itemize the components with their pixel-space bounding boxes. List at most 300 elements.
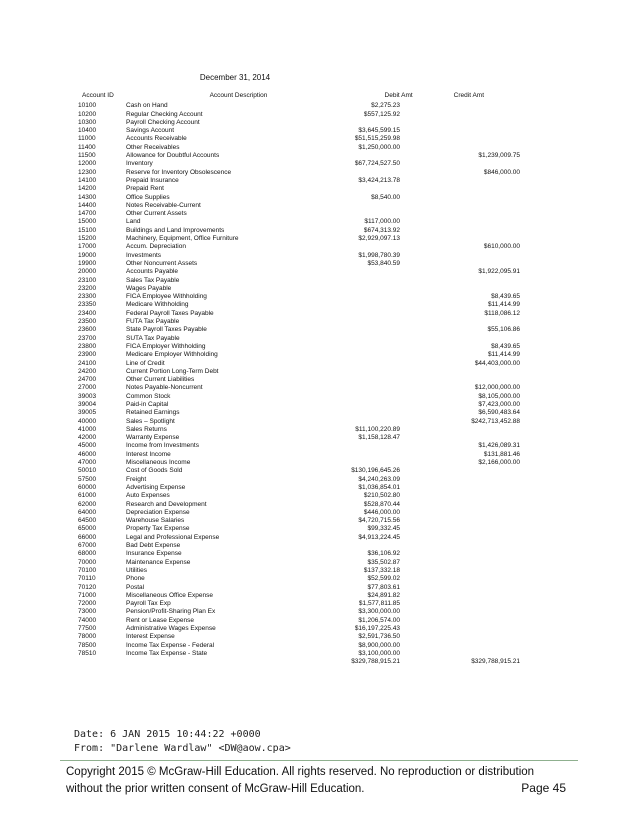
debit-amount-cell: $4,913,224.45 [358, 533, 400, 541]
account-description-cell: Maintenance Expense [126, 558, 191, 566]
account-description-cell: Insurance Expense [126, 550, 182, 558]
account-description-cell: Paid-in Capital [126, 400, 169, 408]
credit-amount-cell: $44,403,000.00 [474, 359, 520, 367]
account-id-cell: 20000 [78, 268, 97, 276]
account-description-cell: Office Supplies [126, 193, 170, 201]
account-id-cell: 78510 [78, 649, 97, 657]
credit-amount-cell: $11,414.99 [487, 351, 520, 359]
header-account-description: Account Description [209, 92, 268, 99]
credit-amount-cell [400, 144, 520, 152]
account-id-cell: 11400 [78, 143, 96, 151]
debit-amount-cell [298, 442, 400, 450]
account-id-cell: 12300 [78, 168, 97, 176]
account-id-cell: 23800 [78, 342, 97, 350]
credit-amount-cell [400, 467, 520, 475]
account-id-cell: 70100 [78, 566, 97, 574]
report-date: December 31, 2014 [199, 73, 271, 82]
credit-amount-cell [400, 185, 520, 193]
debit-amount-cell: $8,540.00 [371, 193, 400, 201]
credit-amount-cell [400, 285, 520, 293]
debit-amount-cell: $3,645,599.15 [358, 127, 400, 135]
debit-amount-cell [298, 285, 400, 293]
account-description-cell: Freight [126, 475, 147, 483]
credit-amount-cell [400, 376, 520, 384]
table-row [78, 534, 520, 542]
account-id-cell: 15000 [78, 218, 97, 226]
table-row [78, 293, 520, 301]
table-row [78, 268, 520, 276]
account-description-cell: Medicare Withholding [126, 301, 189, 309]
debit-amount-cell [298, 293, 400, 301]
debit-amount-cell: $24,891.82 [367, 591, 400, 599]
account-description-cell: Sales Returns [126, 425, 167, 433]
account-description-cell: Line of Credit [126, 359, 165, 367]
account-description-cell: Income Tax Expense - State [126, 649, 208, 657]
table-row [78, 625, 520, 633]
account-id-cell: 68000 [78, 550, 97, 558]
account-description-cell: Land [126, 218, 141, 226]
total-debit: $329,788,915.21 [351, 658, 400, 666]
credit-amount-cell [400, 335, 520, 343]
credit-amount-cell [400, 119, 520, 127]
account-id-cell: 14100 [78, 176, 97, 184]
table-row [78, 459, 520, 467]
credit-amount-cell [400, 476, 520, 484]
account-id-cell: 47000 [78, 459, 97, 467]
account-description-cell: Bad Debt Expense [126, 542, 181, 550]
credit-amount-cell [400, 102, 520, 110]
debit-amount-cell [298, 268, 400, 276]
debit-amount-cell [298, 169, 400, 177]
table-row [78, 368, 520, 376]
table-row [78, 326, 520, 334]
table-row [78, 434, 520, 442]
table-row [78, 542, 520, 550]
account-id-cell: 73000 [78, 608, 97, 616]
page-number: Page 45 [521, 781, 566, 795]
debit-amount-cell: $36,106.92 [367, 550, 400, 558]
debit-amount-cell: $1,036,854.01 [358, 483, 400, 491]
debit-amount-cell [298, 318, 400, 326]
account-description-cell: Pension/Profit-Sharing Plan Ex [126, 608, 216, 616]
table-row [78, 235, 520, 243]
debit-amount-cell [298, 301, 400, 309]
credit-amount-cell: $8,439.65 [491, 293, 520, 301]
table-row [78, 592, 520, 600]
debit-amount-cell [298, 310, 400, 318]
account-description-cell: Accounts Payable [126, 268, 179, 276]
account-id-cell: 27000 [78, 384, 97, 392]
credit-amount-cell: $1,922,095.91 [478, 268, 520, 276]
credit-amount-cell: $8,105,000.00 [478, 392, 520, 400]
debit-amount-cell: $51,515,259.98 [354, 135, 400, 143]
table-row [78, 252, 520, 260]
account-id-cell: 23900 [78, 351, 97, 359]
account-id-cell: 71000 [78, 591, 97, 599]
debit-amount-cell: $674,313.92 [363, 226, 400, 234]
credit-amount-cell: $846,000.00 [483, 168, 520, 176]
table-row [78, 509, 520, 517]
debit-amount-cell: $67,724,527.50 [354, 160, 400, 168]
account-description-cell: FICA Employer Withholding [126, 342, 206, 350]
credit-amount-cell: $6,590,483.64 [478, 409, 520, 417]
table-row [78, 393, 520, 401]
account-id-cell: 11500 [78, 152, 96, 160]
account-id-cell: 23100 [78, 276, 97, 284]
account-id-cell: 23400 [78, 309, 97, 317]
totals-spacer [78, 658, 298, 666]
account-description-cell: Reserve for Inventory Obsolescence [126, 168, 232, 176]
debit-amount-cell [298, 119, 400, 127]
account-id-cell: 66000 [78, 533, 97, 541]
table-row [78, 202, 520, 210]
debit-amount-cell: $53,840.59 [367, 259, 400, 267]
credit-amount-cell [400, 617, 520, 625]
account-description-cell: Medicare Employer Withholding [126, 351, 218, 359]
account-description-cell: Regular Checking Account [126, 110, 203, 118]
debit-amount-cell: $557,125.92 [363, 110, 400, 118]
debit-amount-cell [298, 368, 400, 376]
table-row [78, 127, 520, 135]
table-row [78, 160, 520, 168]
debit-amount-cell [298, 326, 400, 334]
debit-amount-cell: $77,803.61 [367, 583, 400, 591]
credit-amount-cell: $118,086.12 [484, 309, 520, 317]
account-id-cell: 12000 [78, 160, 97, 168]
table-row [78, 102, 520, 110]
debit-amount-cell [298, 401, 400, 409]
account-description-cell: Investments [126, 251, 162, 259]
account-id-cell: 61000 [78, 492, 97, 500]
credit-amount-cell [400, 542, 520, 550]
account-id-cell: 65000 [78, 525, 97, 533]
account-id-cell: 24200 [78, 367, 97, 375]
table-row [78, 517, 520, 525]
credit-amount-cell [400, 484, 520, 492]
debit-amount-cell: $446,000.00 [363, 508, 400, 516]
account-description-cell: Inventory [126, 160, 153, 168]
credit-amount-cell [400, 277, 520, 285]
account-id-cell: 23350 [78, 301, 97, 309]
credit-amount-cell [400, 368, 520, 376]
debit-amount-cell [298, 152, 400, 160]
table-row [78, 559, 520, 567]
table-row [78, 617, 520, 625]
credit-amount-cell [400, 127, 520, 135]
account-id-cell: 39003 [78, 392, 97, 400]
table-row [78, 567, 520, 575]
credit-amount-cell [400, 608, 520, 616]
credit-amount-cell [400, 625, 520, 633]
account-id-cell: 70120 [78, 583, 97, 591]
table-row [78, 135, 520, 143]
table-row [78, 185, 520, 193]
debit-amount-cell: $35,502.87 [367, 558, 400, 566]
table-row [78, 608, 520, 616]
credit-amount-cell: $7,423,000.00 [478, 400, 520, 408]
account-id-cell: 50010 [78, 467, 97, 475]
credit-amount-cell [400, 318, 520, 326]
table-row [78, 144, 520, 152]
debit-amount-cell [298, 277, 400, 285]
table-row [78, 409, 520, 417]
debit-amount-cell: $1,250,000.00 [358, 143, 400, 151]
table-row [78, 111, 520, 119]
table-row [78, 318, 520, 326]
debit-amount-cell [298, 384, 400, 392]
table-row [78, 501, 520, 509]
account-id-cell: 78500 [78, 641, 97, 649]
credit-amount-cell [400, 202, 520, 210]
account-description-cell: Machinery, Equipment, Office Furniture [126, 235, 239, 243]
debit-amount-cell [298, 351, 400, 359]
account-description-cell: SUTA Tax Payable [126, 334, 180, 342]
table-row [78, 119, 520, 127]
table-row [78, 177, 520, 185]
account-id-cell: 14200 [78, 185, 97, 193]
debit-amount-cell [298, 542, 400, 550]
debit-amount-cell: $130,196,645.26 [351, 467, 400, 475]
credit-amount-cell [400, 600, 520, 608]
debit-amount-cell: $4,720,715.56 [358, 517, 400, 525]
debit-amount-cell: $2,591,736.50 [358, 633, 400, 641]
debit-amount-cell [298, 409, 400, 417]
account-description-cell: Wages Payable [126, 284, 172, 292]
credit-amount-cell [400, 426, 520, 434]
table-row [78, 376, 520, 384]
account-id-cell: 14700 [78, 210, 97, 218]
account-description-cell: Income from Investments [126, 442, 199, 450]
account-description-cell: Utilities [126, 566, 147, 574]
debit-amount-cell [298, 343, 400, 351]
table-row [78, 360, 520, 368]
email-from-line: From: "Darlene Wardlaw" <DW@aow.cpa> [74, 743, 291, 754]
debit-amount-cell: $137,332.18 [363, 566, 400, 574]
credit-amount-cell [400, 135, 520, 143]
credit-amount-cell: $55,106.86 [487, 326, 520, 334]
credit-amount-cell [400, 492, 520, 500]
credit-amount-cell: $1,426,089.31 [478, 442, 520, 450]
account-description-cell: Buildings and Land Improvements [126, 226, 225, 234]
account-id-cell: 78000 [78, 633, 97, 641]
account-id-cell: 23300 [78, 293, 97, 301]
debit-amount-cell [298, 210, 400, 218]
account-id-cell: 10300 [78, 118, 97, 126]
table-row [78, 492, 520, 500]
account-id-cell: 67000 [78, 542, 97, 550]
debit-amount-cell [298, 376, 400, 384]
header-account-id: Account ID [82, 92, 114, 99]
table-row [78, 467, 520, 475]
account-description-cell: Auto Expenses [126, 492, 170, 500]
table-row [78, 194, 520, 202]
table-row [78, 260, 520, 268]
credit-amount-cell [400, 227, 520, 235]
table-row [78, 484, 520, 492]
credit-amount-cell [400, 517, 520, 525]
totals-row [78, 658, 520, 666]
account-description-cell: FUTA Tax Payable [126, 318, 180, 326]
account-id-cell: 70000 [78, 558, 97, 566]
table-header [78, 92, 520, 100]
account-id-cell: 39004 [78, 400, 97, 408]
account-description-cell: Postal [126, 583, 145, 591]
account-description-cell: Retained Earnings [126, 409, 180, 417]
account-description-cell: Other Current Liabilities [126, 376, 195, 384]
account-id-cell: 10100 [78, 102, 97, 110]
credit-amount-cell [400, 235, 520, 243]
account-id-cell: 64000 [78, 508, 97, 516]
table-row [78, 600, 520, 608]
credit-amount-cell [400, 218, 520, 226]
account-id-cell: 45000 [78, 442, 97, 450]
account-description-cell: Current Portion Long-Term Debt [126, 367, 219, 375]
debit-amount-cell: $2,275.23 [371, 102, 400, 110]
debit-amount-cell: $4,240,263.09 [358, 475, 400, 483]
table-row [78, 401, 520, 409]
account-description-cell: Savings Account [126, 127, 175, 135]
account-id-cell: 14300 [78, 193, 97, 201]
trial-balance-table [78, 92, 520, 666]
account-description-cell: State Payroll Taxes Payable [126, 326, 207, 334]
debit-amount-cell: $3,100,000.00 [358, 649, 400, 657]
table-row [78, 210, 520, 218]
table-row [78, 384, 520, 392]
account-id-cell: 19000 [78, 251, 97, 259]
email-header [74, 728, 291, 756]
account-id-cell: 14400 [78, 201, 97, 209]
debit-amount-cell [298, 335, 400, 343]
debit-amount-cell: $3,300,000.00 [358, 608, 400, 616]
debit-amount-cell: $1,158,128.47 [358, 434, 400, 442]
debit-amount-cell: $210,502.80 [363, 492, 400, 500]
credit-amount-cell [400, 210, 520, 218]
account-description-cell: Other Receivables [126, 143, 180, 151]
account-description-cell: Common Stock [126, 392, 171, 400]
credit-amount-cell: $242,713,452.88 [471, 417, 520, 425]
debit-amount-cell [298, 243, 400, 251]
credit-amount-cell: $610,000.00 [483, 243, 520, 251]
credit-amount-cell [400, 559, 520, 567]
account-id-cell: 23700 [78, 334, 97, 342]
table-row [78, 451, 520, 459]
account-description-cell: Notes Receivable-Current [126, 201, 201, 209]
debit-amount-cell [298, 418, 400, 426]
table-row [78, 525, 520, 533]
debit-amount-cell: $1,577,811.85 [358, 600, 400, 608]
table-body [78, 102, 520, 658]
credit-amount-cell [400, 592, 520, 600]
account-description-cell: Property Tax Expense [126, 525, 190, 533]
account-id-cell: 23600 [78, 326, 97, 334]
account-description-cell: Accum. Depreciation [126, 243, 186, 251]
credit-amount-cell: $2,166,000.00 [478, 459, 520, 467]
debit-amount-cell [298, 451, 400, 459]
debit-amount-cell: $11,100,220.89 [355, 425, 400, 433]
debit-amount-cell: $1,998,780.39 [358, 251, 400, 259]
debit-amount-cell: $3,424,213.78 [358, 176, 400, 184]
account-id-cell: 15100 [78, 226, 97, 234]
account-id-cell: 10400 [78, 127, 97, 135]
account-id-cell: 11000 [78, 135, 96, 143]
table-row [78, 476, 520, 484]
account-id-cell: 23200 [78, 284, 97, 292]
account-description-cell: Interest Expense [126, 633, 175, 641]
table-row [78, 301, 520, 309]
debit-amount-cell: $2,929,097.13 [358, 235, 400, 243]
credit-amount-cell [400, 177, 520, 185]
copyright-notice: Copyright 2015 © McGraw-Hill Education. All rights reserved. No reproduction or distribution without the prior written consent of McGraw-Hill Education. [66, 766, 535, 795]
table-row [78, 285, 520, 293]
footer-divider [60, 760, 578, 761]
account-id-cell: 41000 [78, 425, 97, 433]
account-id-cell: 72000 [78, 600, 97, 608]
table-row [78, 218, 520, 226]
account-description-cell: FICA Employee Withholding [126, 293, 207, 301]
total-credit: $329,788,915.21 [471, 658, 520, 666]
table-row [78, 169, 520, 177]
debit-amount-cell: $52,599.02 [367, 575, 400, 583]
debit-amount-cell: $8,900,000.00 [358, 641, 400, 649]
credit-amount-cell: $8,439.65 [491, 342, 520, 350]
account-id-cell: 62000 [78, 500, 97, 508]
credit-amount-cell [400, 434, 520, 442]
account-id-cell: 24100 [78, 359, 97, 367]
table-row [78, 550, 520, 558]
credit-amount-cell: $131,881.46 [483, 450, 520, 458]
account-description-cell: Legal and Professional Expense [126, 533, 220, 541]
debit-amount-cell: $117,000.00 [364, 218, 400, 226]
email-date-line: Date: 6 JAN 2015 10:44:22 +0000 [74, 729, 261, 740]
account-description-cell: Accounts Receivable [126, 135, 187, 143]
account-id-cell: 23500 [78, 318, 97, 326]
account-description-cell: Prepaid Insurance [126, 176, 179, 184]
table-row [78, 351, 520, 359]
credit-amount-cell [400, 160, 520, 168]
account-id-cell: 77500 [78, 625, 97, 632]
account-id-cell: 64500 [78, 517, 97, 525]
account-id-cell: 60000 [78, 483, 97, 491]
account-id-cell: 15200 [78, 235, 97, 243]
account-id-cell: 70110 [78, 575, 96, 583]
account-description-cell: Payroll Checking Account [126, 118, 200, 126]
table-row [78, 633, 520, 641]
account-description-cell: Phone [126, 575, 145, 583]
table-row [78, 650, 520, 658]
header-debit-amt: Debit Amt [384, 92, 413, 99]
account-id-cell: 74000 [78, 616, 97, 624]
account-description-cell: Allowance for Doubtful Accounts [126, 152, 220, 160]
debit-amount-cell: $16,197,225.43 [354, 625, 400, 632]
credit-amount-cell [400, 534, 520, 542]
account-description-cell: Income Tax Expense - Federal [126, 641, 215, 649]
credit-amount-cell: $11,414.99 [487, 301, 520, 309]
account-description-cell: Payroll Tax Exp [126, 600, 171, 608]
credit-amount-cell [400, 260, 520, 268]
debit-amount-cell [298, 360, 400, 368]
credit-amount-cell [400, 642, 520, 650]
credit-amount-cell [400, 633, 520, 641]
table-row [78, 418, 520, 426]
credit-amount-cell [400, 509, 520, 517]
debit-amount-cell [298, 202, 400, 210]
account-id-cell: 17000 [78, 243, 97, 251]
credit-amount-cell [400, 650, 520, 658]
account-id-cell: 24700 [78, 376, 97, 384]
account-description-cell: Interest Income [126, 450, 171, 458]
debit-amount-cell: $528,870.44 [363, 500, 400, 508]
debit-amount-cell [298, 459, 400, 467]
